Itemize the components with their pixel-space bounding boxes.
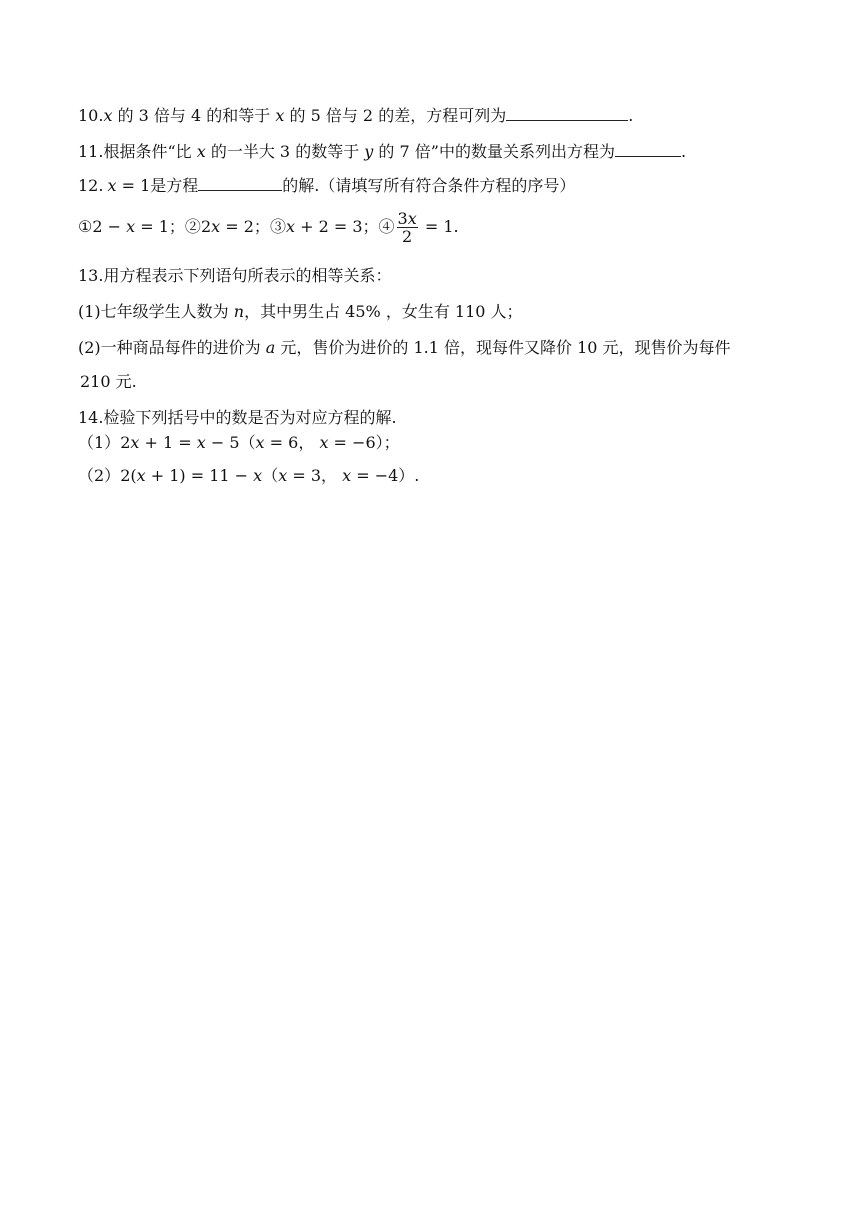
q11-text3: 的 7 倍”中的数量关系列出方程为 [373, 142, 615, 161]
q11-var-x: x [196, 142, 206, 161]
q12-eq-var: x [107, 176, 117, 195]
option-4: ④ $\frac{3x}{2}$ = 1 [378, 209, 454, 246]
q12-eq-rest: = 1 [116, 176, 151, 195]
question-14-title: 14.检验下列括号中的数是否为对应方程的解. [78, 408, 397, 427]
option-1: ①2 − x = 1 [78, 217, 169, 236]
q12-text2: 的解.（请填写所有符合条件方程的序号） [282, 176, 576, 195]
q11-text2: 的一半大 3 的数等于 [205, 142, 365, 161]
q10-var-x2: x [275, 106, 285, 125]
question-13-title: 13.用方程表示下列语句所表示的相等关系： [78, 266, 392, 285]
question-12 [78, 175, 575, 196]
q12-options: ①2 − x = 1；②2x = 2；③x + 2 = 3；④ $\frac{3x}{2}$ = 1. [78, 209, 459, 246]
q12-answer-blank[interactable] [198, 175, 282, 191]
q13-var-a: a [265, 338, 276, 357]
q11-end: . [680, 142, 687, 161]
fraction: $\frac{3x}{2}$ [397, 209, 417, 246]
option-2: ②2x = 2 [184, 217, 254, 236]
q10-lead: 10. [78, 106, 104, 125]
option-3: ③x + 2 = 3 [269, 217, 363, 236]
q11-var-y: y [364, 142, 374, 161]
q10-end: . [628, 106, 634, 125]
q11-answer-blank[interactable] [615, 141, 681, 157]
question-14-part-2: （2）2(x + 1) = 11 − x（x = 3， x = −4）. [78, 466, 420, 485]
q11-text: 11.根据条件“比 [78, 142, 197, 161]
q10-text: 的 3 倍与 4 的和等于 [112, 106, 276, 125]
question-13-part-2-continued: 210 元. [80, 372, 137, 391]
q12-text: 是方程 [150, 176, 199, 195]
q13-var-n: n [233, 302, 245, 321]
question-11 [78, 141, 686, 162]
q10-text2: 的 5 倍与 2 的差，方程可列为 [284, 106, 507, 125]
question-13-part-2: (2)一种商品每件的进价为 a 元，售价为进价的 1.1 倍，现每件又降价 10 元，现售价为每件 [78, 338, 731, 357]
q10-answer-blank[interactable] [506, 105, 628, 121]
question-14-part-1: （1）2x + 1 = x − 5（x = 6， x = −6）； [78, 433, 400, 452]
question-10 [78, 105, 633, 126]
question-13-part-1: (1)七年级学生人数为 n，其中男生占 45% ，女生有 110 人； [78, 302, 523, 321]
q12-lead: 12. [78, 176, 104, 195]
q10-var-x: x [103, 106, 113, 125]
